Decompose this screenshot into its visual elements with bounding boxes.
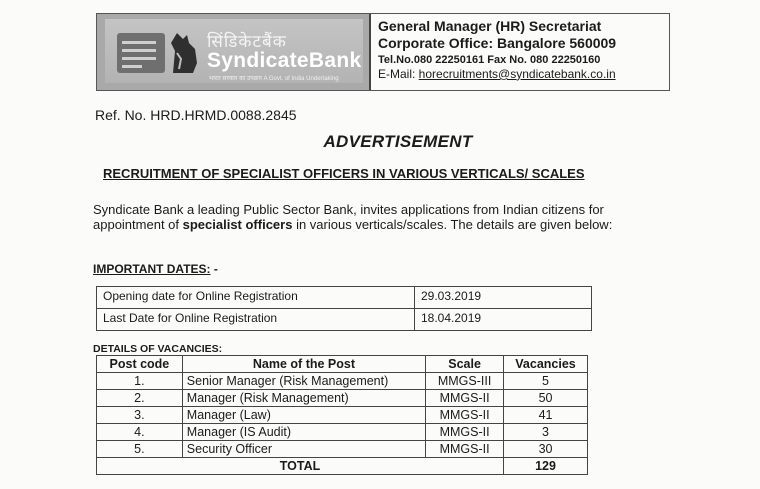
logo-hindi-text: सिंडिकेटबैंक xyxy=(207,32,287,52)
post-name: Security Officer xyxy=(182,441,425,458)
intro-paragraph: Syndicate Bank a leading Public Sector Bank, invites applications from Indian citizens for appointment of specialist officers in various verticals/scales. The details are given below: xyxy=(93,202,613,232)
post-code: 2. xyxy=(97,390,183,407)
email-link[interactable]: horecruitments@syndicatebank.co.in xyxy=(418,66,616,81)
col-header-scale: Scale xyxy=(426,356,504,373)
post-scale: MMGS-III xyxy=(426,373,504,390)
table-row xyxy=(97,309,592,331)
post-vacancies: 41 xyxy=(504,407,588,424)
post-scale: MMGS-II xyxy=(426,441,504,458)
post-name: Manager (Law) xyxy=(182,407,425,424)
total-label: TOTAL xyxy=(97,458,504,475)
col-header-vacancies: Vacancies xyxy=(504,356,588,373)
col-header-post-name: Name of the Post xyxy=(182,356,425,373)
reference-number: Ref. No. HRD.HRMD.0088.2845 xyxy=(95,107,297,123)
post-code: 4. xyxy=(97,424,183,441)
post-name: Senior Manager (Risk Management) xyxy=(182,373,425,390)
post-vacancies: 50 xyxy=(504,390,588,407)
post-code: 5. xyxy=(97,441,183,458)
contact-details xyxy=(371,14,616,90)
table-row xyxy=(97,287,592,309)
table-header-row xyxy=(97,356,588,373)
post-scale: MMGS-II xyxy=(426,424,504,441)
post-scale: MMGS-II xyxy=(426,390,504,407)
logo-name-text: SyndicateBank xyxy=(207,49,362,72)
advertisement-heading: ADVERTISEMENT xyxy=(323,132,473,151)
post-vacancies: 3 xyxy=(504,424,588,441)
table-row xyxy=(97,373,588,390)
dog-icon xyxy=(167,29,203,75)
col-header-post-code: Post code xyxy=(97,356,183,373)
tel-fax: Tel.No.080 22250161 Fax No. 080 22250160 xyxy=(378,53,601,66)
email-line: E-Mail: horecruitments@syndicatebank.co.in xyxy=(378,66,616,81)
bank-logo xyxy=(97,14,371,90)
date-value: 18.04.2019 xyxy=(415,309,592,331)
total-row xyxy=(97,458,588,475)
recruitment-subheading: RECRUITMENT OF SPECIALIST OFFICERS IN VARIOUS VERTICALS/ SCALES xyxy=(103,166,585,181)
vacancies-table xyxy=(96,355,588,475)
letterhead xyxy=(96,13,670,91)
vacancies-label: DETAILS OF VACANCIES: xyxy=(93,343,223,355)
post-vacancies: 5 xyxy=(504,373,588,390)
date-label: Last Date for Online Registration xyxy=(97,309,415,331)
post-scale: MMGS-II xyxy=(426,407,504,424)
logo-tagline: भारत सरकार का उपक्रम A Govt. of India Undertaking xyxy=(209,76,339,82)
post-code: 3. xyxy=(97,407,183,424)
emblem-icon xyxy=(117,33,165,73)
secretariat-title: General Manager (HR) Secretariat xyxy=(378,18,602,34)
important-dates-table xyxy=(96,286,592,331)
post-name: Manager (IS Audit) xyxy=(182,424,425,441)
post-name: Manager (Risk Management) xyxy=(182,390,425,407)
post-vacancies: 30 xyxy=(504,441,588,458)
total-value: 129 xyxy=(504,458,588,475)
table-row xyxy=(97,407,588,424)
post-code: 1. xyxy=(97,373,183,390)
date-value: 29.03.2019 xyxy=(415,287,592,309)
table-row xyxy=(97,441,588,458)
table-row xyxy=(97,390,588,407)
date-label: Opening date for Online Registration xyxy=(97,287,415,309)
important-dates-label: IMPORTANT DATES: - xyxy=(93,262,218,276)
table-row xyxy=(97,424,588,441)
office-address: Corporate Office: Bangalore 560009 xyxy=(378,34,617,51)
